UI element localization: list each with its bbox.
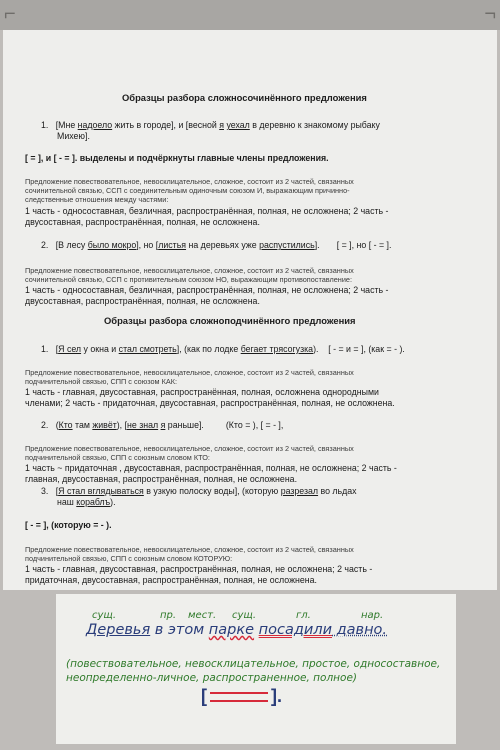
example-1-line1: 1. [Мне надоело жить в городе], и [весной я уехал в деревню к знакомому рыбаку bbox=[41, 120, 380, 130]
predicate-double-line bbox=[210, 692, 268, 702]
handwritten-note bbox=[56, 594, 456, 744]
corner-mark-right-icon: ¬ bbox=[484, 3, 496, 25]
pos-label: нар. bbox=[361, 610, 384, 621]
handwritten-scheme: [ ]. bbox=[201, 686, 282, 706]
description-3: Предложение повествовательное, невосклицательное, сложное, состоит из 2 частей, связанных bbox=[25, 368, 354, 377]
document-page bbox=[3, 30, 497, 590]
scheme-2: [ = ], но [ - = ]. bbox=[336, 240, 392, 250]
description-1: следственные отношения между частями: bbox=[25, 195, 169, 204]
description-1: Предложение повествовательное, невосклицательное, сложное, состоит из 2 частей, связанных bbox=[25, 177, 354, 186]
description-4: Предложение повествовательное, невосклицательное, сложное, состоит из 2 частей, связанных bbox=[25, 444, 354, 453]
heading-compound: Образцы разбора сложносочинённого предложения bbox=[122, 92, 367, 103]
parts-2: 1 часть - односоставная, безличная, распространённая, полная, не осложнена; 2 часть - bbox=[25, 285, 389, 295]
scheme-4: (Кто = ), [ = - ], bbox=[225, 420, 284, 430]
scheme-5: [ - = ], (которую = - ). bbox=[25, 520, 112, 530]
description-2: сочинительной связью, ССП с противительным союзом НО, выражающим противопоставление: bbox=[25, 275, 352, 284]
pos-label: гл. bbox=[296, 610, 311, 621]
parts-2: двусоставная, распространённая, полная, не осложнена. bbox=[25, 296, 260, 306]
note-main-members: [ = ], и [ - = ]. выделены и подчёркнуты главные члены предложения. bbox=[25, 153, 329, 163]
example-3: 1. [Я сел у окна и стал смотреть], (как по лодке бегает трясогузка). [ - = и = ], (как = - ). bbox=[41, 344, 405, 354]
example-2: 2. [В лесу было мокро], но [листья на деревьях уже распустились]. [ = ], но [ - = ]. bbox=[41, 240, 392, 250]
scheme-3: [ - = и = ], (как = - ). bbox=[328, 344, 405, 354]
heading-complex: Образцы разбора сложноподчинённого предложения bbox=[104, 315, 356, 326]
pos-label: сущ. bbox=[232, 610, 257, 621]
description-3: подчинительной связью, СПП с союзом КАК: bbox=[25, 377, 177, 386]
top-bar bbox=[0, 0, 500, 30]
handwritten-sentence: Деревья в этом парке посадили давно. bbox=[86, 622, 388, 638]
handwritten-analysis: неопределенно-личное, распространенное, полное) bbox=[66, 672, 358, 684]
description-4: подчинительной связью, СПП с союзным словом КТО: bbox=[25, 453, 210, 462]
parts-4: главная, двусоставная, распространённая, полная, не осложнена. bbox=[25, 474, 298, 484]
parts-1: 1 часть - односоставная, безличная, распространённая, полная, не осложнена; 2 часть - bbox=[25, 206, 389, 216]
example-4: 2. (Кто там живёт), [не знал я раньше]. (Кто = ), [ = - ], bbox=[41, 420, 284, 430]
example-1-line2: Михею]. bbox=[57, 131, 90, 141]
parts-5: придаточная, двусоставная, распространённая, полная, не осложнена. bbox=[25, 575, 317, 585]
parts-5: 1 часть - главная, двусоставная, распространённая, полная, не осложнена; 2 часть - bbox=[25, 564, 373, 574]
description-2: Предложение повествовательное, невосклицательное, сложное, состоит из 2 частей, связанных bbox=[25, 266, 354, 275]
parts-1: двусоставная, распространённая, полная, не осложнена. bbox=[25, 217, 260, 227]
corner-mark-left-icon: ⌐ bbox=[4, 3, 16, 25]
example-5-line2: наш кораблъ). bbox=[57, 497, 116, 507]
example-5-line1: 3. [Я стал вглядываться в узкую полоску воды], (которую разрезал во льдах bbox=[41, 486, 357, 496]
parts-3: членами; 2 часть - придаточная, двусоставная, распространённая, полная, не осложнена. bbox=[25, 398, 395, 408]
pos-label: сущ. bbox=[92, 610, 117, 621]
parts-3: 1 часть - главная, двусоставная, распространённая, полная, осложнена однородными bbox=[25, 387, 379, 397]
parts-4: 1 часть ~ придаточная , двусоставная, распространённая, полная, не осложнена; 2 часть - bbox=[25, 463, 397, 473]
description-5: Предложение повествовательное, невосклицательное, сложное, состоит из 2 частей, связанных bbox=[25, 545, 354, 554]
description-1: сочинительной связью, ССП с соединительным одиночным союзом И, выражающим причинно- bbox=[25, 186, 350, 195]
handwritten-analysis: (повествовательное, невосклицательное, простое, односоставное, bbox=[66, 658, 441, 670]
description-5: подчинительной связью, СПП с союзным словом КОТОРУЮ: bbox=[25, 554, 233, 563]
pos-label: мест. bbox=[188, 610, 217, 621]
pos-label: пр. bbox=[160, 610, 177, 621]
